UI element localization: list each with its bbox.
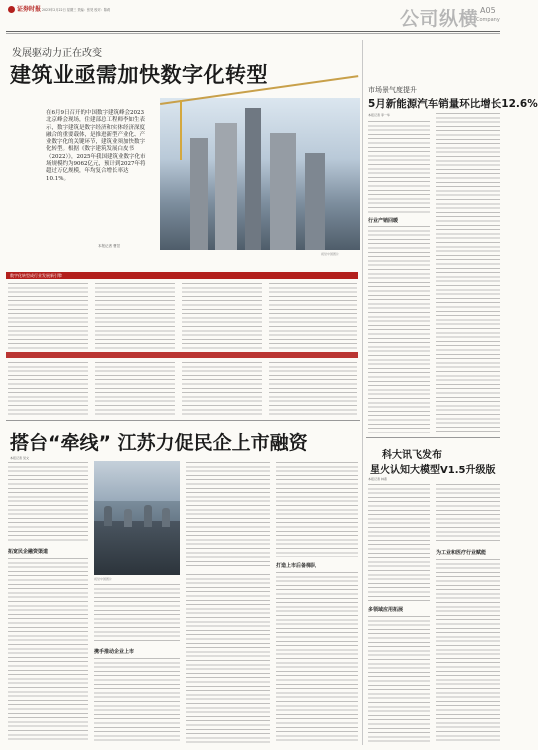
article3-body-col3 — [186, 462, 270, 568]
article3-body-col1 — [8, 462, 88, 542]
section-title: 公司纵横 — [400, 8, 479, 30]
logo-mark-icon — [8, 6, 15, 13]
article1-body-col7 — [182, 362, 262, 417]
article4-subhead2: 为工业和医疗行业赋能 — [436, 550, 487, 556]
article1-lead: 在6月9日召开的中国数字建筑峰会2023北京峰会现场，住建部总工程师李如生表示，数字建筑是数字经济和实体经济深度融合的重要载体，是推进新型产业化、产业数字化的关键环节，建筑业须加快数字化转型。根据《数字建筑发展白皮书（2022）》，2025年我国建筑业数字化市场规模约为9062亿元，预计到2027年将超过万亿规模，年均复合增长率达10.1%。 — [46, 110, 146, 182]
header-info: 2023年2月22日 星期三 责编：张昊 校对：陈莉 — [42, 8, 111, 12]
article1-body-col2 — [95, 283, 175, 351]
article3-body-col1b — [8, 558, 88, 743]
article4-body-col1b — [368, 616, 430, 743]
article3-body-col3b — [186, 574, 270, 743]
article1-body-col3 — [182, 283, 262, 351]
article4-headline: 星火认知大模型V1.5升级版 — [370, 465, 496, 476]
article1-subsection-bar — [6, 352, 358, 358]
article1-section-bar — [6, 272, 358, 279]
paper-logo — [8, 5, 42, 14]
article3-body-col2b — [94, 658, 180, 743]
article4-body-col2 — [436, 484, 500, 544]
article4-byline: 本报记者 林燕 — [368, 477, 387, 481]
article2-headline: 5月新能源汽车销量环比增长12.6% — [368, 98, 538, 110]
section-en: Company — [476, 17, 500, 23]
article1-body-col8 — [269, 362, 357, 417]
article3-body-col4b — [276, 572, 358, 743]
article1-kicker: 发展驱动力正在改变 — [12, 48, 102, 59]
article3-byline: 本报记者 吴文 — [10, 456, 29, 460]
article4-subhead1: 多领域应用拓展 — [368, 607, 404, 613]
page-number: A05 — [480, 6, 496, 15]
article3-headline: 搭台“牵线” 江苏力促民企上市融资 — [10, 432, 308, 454]
article1-body-col6 — [95, 362, 175, 417]
article1-body-col5 — [8, 362, 88, 417]
masthead — [0, 0, 506, 36]
article3-photo-caption: 视觉中国图片 — [94, 577, 113, 581]
article4-body-col2b — [436, 559, 500, 743]
article2-body-col3 — [368, 226, 430, 433]
article1-headline: 建筑业亟需加快数字化转型 — [10, 63, 268, 87]
article2-byline: 本报记者 李一华 — [368, 113, 390, 117]
article2-subhead: 行业产销回暖 — [368, 218, 399, 224]
article4-body-col1 — [368, 484, 430, 602]
article1-section-bar-label: 数字化转型成行业发展新引擎 — [10, 273, 62, 278]
article3-subhead1: 拓宽民企融资渠道 — [8, 549, 49, 555]
article1-byline: 本报记者 曹昱 — [98, 244, 121, 248]
article3-body-col4 — [276, 462, 358, 557]
article1-body-col4 — [269, 283, 357, 351]
article3-subhead2: 携手推动企业上市 — [94, 649, 135, 655]
paper-name: 证券时报 — [17, 6, 42, 13]
article1-body-col1 — [8, 283, 88, 351]
article3-photo — [94, 461, 180, 575]
article2-body-col1 — [368, 121, 430, 214]
article3-body-col2 — [94, 584, 180, 644]
article2-kicker: 市场景气度提升 — [368, 86, 417, 94]
article2-body-col2 — [436, 113, 500, 433]
article3-subhead3: 打造上市后备梯队 — [276, 563, 317, 569]
article1-photo-caption: 视觉中国图片 — [321, 252, 340, 256]
article1-photo — [160, 98, 360, 250]
article4-kicker: 科大讯飞发布 — [382, 450, 442, 461]
